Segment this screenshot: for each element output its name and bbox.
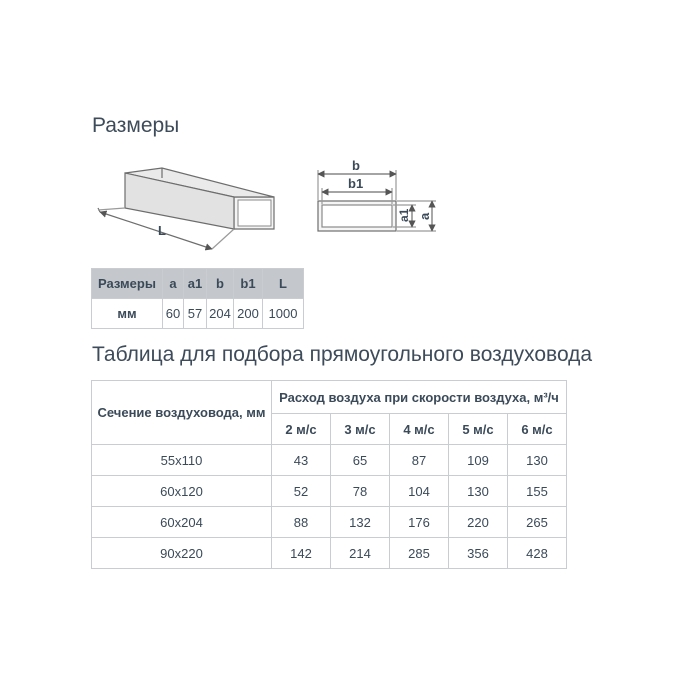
dimensions-value-cell: 204 xyxy=(207,299,234,329)
length-label: L xyxy=(158,223,166,238)
dimensions-header-cell: b xyxy=(207,269,234,299)
value-cell: 130 xyxy=(508,445,567,476)
speed-header-cell: 2 м/с xyxy=(272,414,331,445)
table-row xyxy=(92,507,567,538)
table-row xyxy=(92,445,567,476)
value-cell: 87 xyxy=(390,445,449,476)
value-cell: 155 xyxy=(508,476,567,507)
value-cell: 142 xyxy=(272,538,331,569)
dimensions-value-row xyxy=(92,299,304,329)
airflow-table xyxy=(91,380,567,569)
value-cell: 220 xyxy=(449,507,508,538)
selection-table-heading: Таблица для подбора прямоугольного воздуховода xyxy=(92,343,593,366)
dimensions-value-cell: 60 xyxy=(163,299,184,329)
value-cell: 214 xyxy=(331,538,390,569)
table-row xyxy=(92,538,567,569)
dimensions-unit-cell: мм xyxy=(92,299,163,329)
dimensions-header-cell: Размеры xyxy=(92,269,163,299)
value-cell: 176 xyxy=(390,507,449,538)
dimensions-table xyxy=(91,268,304,329)
speed-header-cell: 4 м/с xyxy=(390,414,449,445)
dimensions-value-cell: 1000 xyxy=(263,299,304,329)
duct-section-drawing xyxy=(318,170,436,231)
value-cell: 52 xyxy=(272,476,331,507)
speed-header-cell: 3 м/с xyxy=(331,414,390,445)
dimensions-header-cell: a xyxy=(163,269,184,299)
table-row xyxy=(92,476,567,507)
value-cell: 65 xyxy=(331,445,390,476)
section-cell: 60x120 xyxy=(92,476,272,507)
airflow-header-row xyxy=(92,381,567,414)
flow-header-cell: Расход воздуха при скорости воздуха, м³/ч xyxy=(272,381,567,414)
dimensions-header-cell: a1 xyxy=(184,269,207,299)
value-cell: 428 xyxy=(508,538,567,569)
section-cell: 90x220 xyxy=(92,538,272,569)
value-cell: 130 xyxy=(449,476,508,507)
width-outer-label: b xyxy=(352,158,360,173)
value-cell: 265 xyxy=(508,507,567,538)
dimensions-header-row xyxy=(92,269,304,299)
dimensions-header-cell: b1 xyxy=(234,269,263,299)
value-cell: 104 xyxy=(390,476,449,507)
height-outer-label: a xyxy=(417,212,432,220)
dimensions-value-cell: 200 xyxy=(234,299,263,329)
value-cell: 43 xyxy=(272,445,331,476)
value-cell: 285 xyxy=(390,538,449,569)
duct-3d-drawing xyxy=(98,168,274,249)
value-cell: 356 xyxy=(449,538,508,569)
value-cell: 132 xyxy=(331,507,390,538)
section-cell: 55x110 xyxy=(92,445,272,476)
value-cell: 109 xyxy=(449,445,508,476)
dimensions-header-cell: L xyxy=(263,269,304,299)
section-header-cell: Сечение воздуховода, мм xyxy=(92,381,272,445)
height-inner-label: a1 xyxy=(397,208,411,222)
width-inner-label: b1 xyxy=(348,176,364,191)
speed-header-cell: 6 м/с xyxy=(508,414,567,445)
duct-drawing xyxy=(0,0,700,260)
sizes-heading: Размеры xyxy=(92,114,180,137)
value-cell: 88 xyxy=(272,507,331,538)
dimensions-value-cell: 57 xyxy=(184,299,207,329)
value-cell: 78 xyxy=(331,476,390,507)
section-cell: 60x204 xyxy=(92,507,272,538)
speed-header-cell: 5 м/с xyxy=(449,414,508,445)
